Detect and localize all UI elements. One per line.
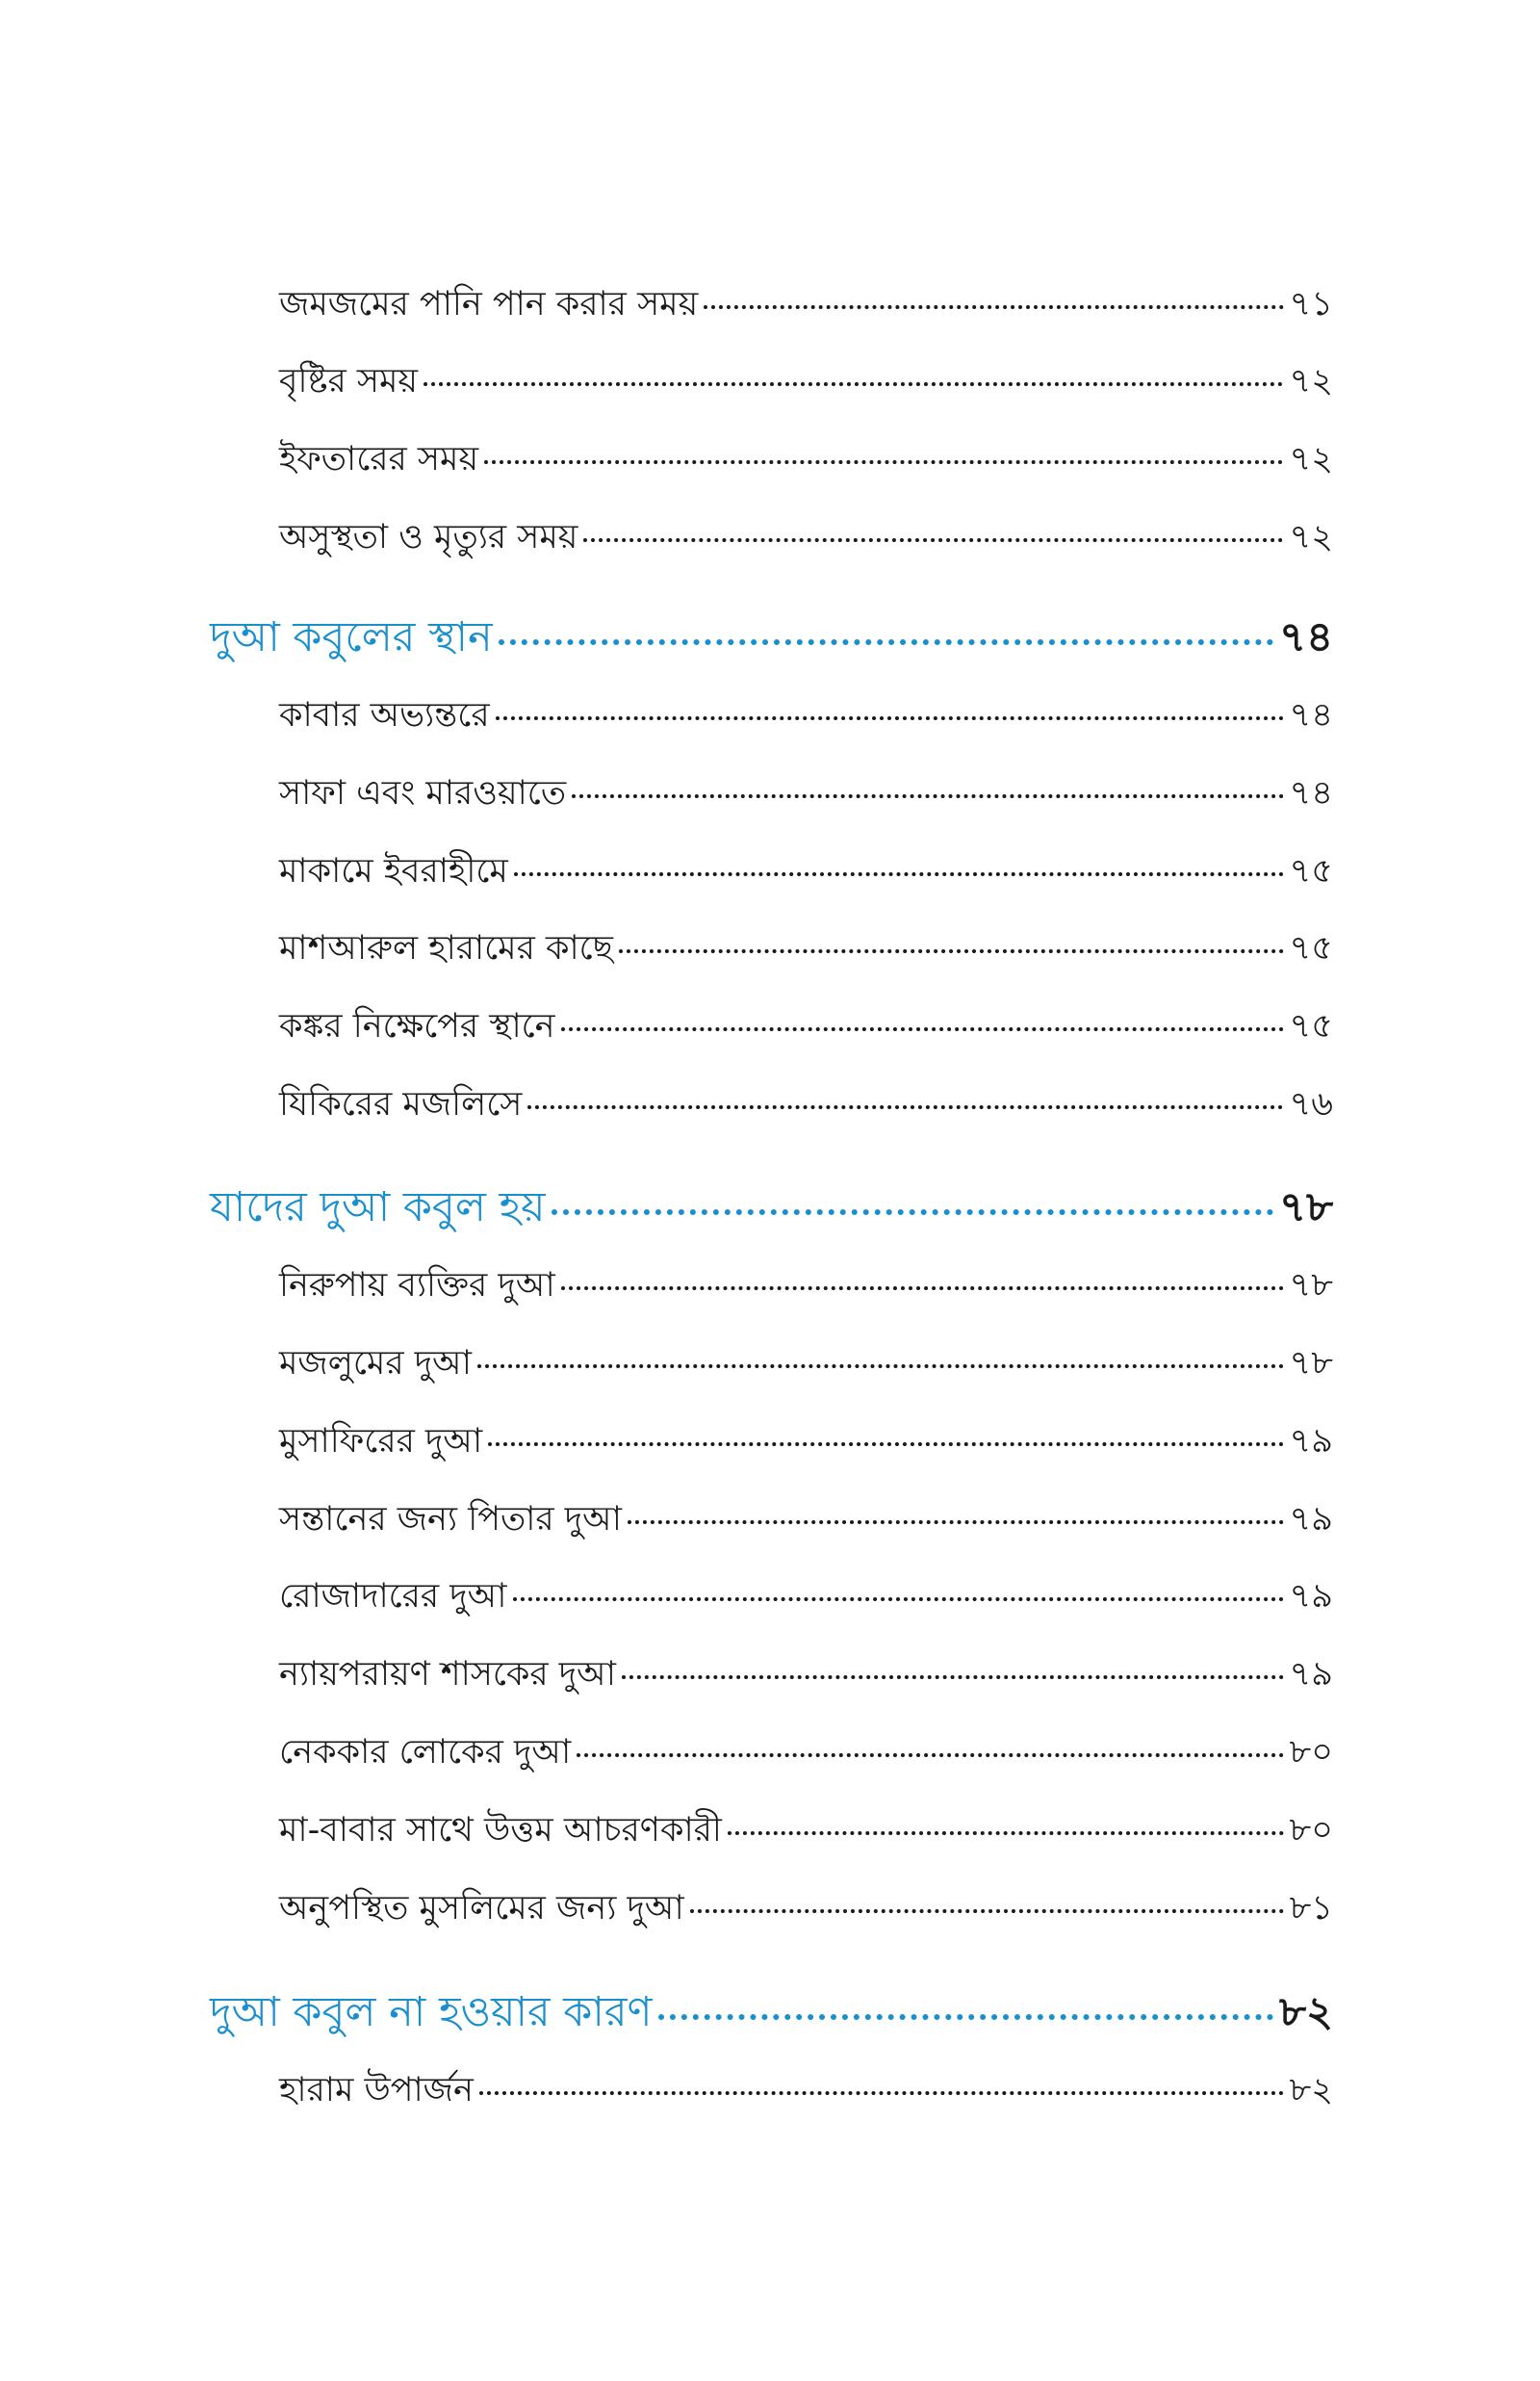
dot-leader xyxy=(583,538,1283,542)
toc-entry xyxy=(279,1647,1333,1695)
toc-entry-page: ৭৪ xyxy=(1289,696,1333,735)
dot-leader xyxy=(619,949,1284,953)
toc-entry-title: মাশআরুল হারামের কাছে xyxy=(279,929,613,968)
dot-leader xyxy=(704,305,1283,309)
toc-section-page: ৭৮ xyxy=(1279,1183,1333,1231)
toc-section-page: ৮২ xyxy=(1279,1988,1333,2036)
dot-leader xyxy=(728,1831,1284,1835)
toc-entry-page: ৮১ xyxy=(1289,1889,1333,1928)
toc-entry xyxy=(279,1336,1333,1385)
toc-entry-page: ৭৫ xyxy=(1289,852,1333,891)
toc-section-heading xyxy=(210,607,1333,664)
toc-entry-page: ৭৫ xyxy=(1289,1007,1333,1046)
toc-entry xyxy=(279,766,1333,815)
toc-entry-page: ৭৬ xyxy=(1289,1085,1333,1124)
dot-leader xyxy=(496,716,1284,720)
toc-entry-page: ৮০ xyxy=(1289,1733,1333,1772)
toc-entry-page: ৭২ xyxy=(1289,440,1333,479)
toc-entry-page: ৭৪ xyxy=(1289,774,1333,813)
dot-leader xyxy=(658,2014,1274,2020)
toc-entry xyxy=(279,844,1333,893)
dot-leader xyxy=(561,1027,1284,1031)
toc-entry-title: মা-বাবার সাথে উত্তম আচরণকারী xyxy=(279,1811,722,1850)
dot-leader xyxy=(499,639,1273,645)
dot-leader xyxy=(577,1753,1283,1757)
dot-leader xyxy=(488,1442,1283,1446)
toc-entry-title: অসুস্থতা ও মৃত্যুর সময় xyxy=(279,518,578,556)
toc-entry xyxy=(279,1569,1333,1618)
toc-entry-title: কঙ্কর নিক্ষেপের স্থানে xyxy=(279,1007,555,1046)
toc-entry xyxy=(279,921,1333,970)
toc-section-title: দুআ কবুলের স্থান xyxy=(210,613,493,661)
toc-entry xyxy=(279,1803,1333,1851)
dot-leader xyxy=(479,2091,1284,2095)
toc-entry-page: ৭৯ xyxy=(1289,1577,1333,1616)
toc-entry xyxy=(279,1881,1333,1929)
toc-entry xyxy=(279,1492,1333,1540)
toc-entry-title: সন্তানের জন্য পিতার দুআ xyxy=(279,1500,622,1539)
dot-leader xyxy=(622,1675,1284,1679)
toc-entry-page: ৭৯ xyxy=(1289,1655,1333,1694)
toc-entry xyxy=(279,1725,1333,1773)
toc-entry xyxy=(279,688,1333,737)
toc-section-page: ৭৪ xyxy=(1279,613,1333,661)
toc-entry xyxy=(279,1077,1333,1126)
toc-entry-title: জমজমের পানি পান করার সময় xyxy=(279,285,699,324)
dot-leader xyxy=(690,1909,1284,1913)
dot-leader xyxy=(513,1597,1284,1601)
dot-leader xyxy=(477,1364,1284,1368)
dot-leader xyxy=(561,1286,1284,1290)
toc-entry xyxy=(279,999,1333,1048)
dot-leader xyxy=(514,872,1284,876)
dot-leader xyxy=(484,460,1283,464)
toc-section-heading xyxy=(210,1177,1333,1234)
dot-leader xyxy=(552,1209,1274,1215)
toc-entry xyxy=(279,277,1333,325)
toc-entry xyxy=(279,2063,1333,2111)
toc-section-title: যাদের দুআ কবুল হয় xyxy=(210,1183,546,1231)
dot-leader xyxy=(628,1520,1284,1524)
toc-entry-page: ৭৯ xyxy=(1289,1500,1333,1539)
toc-entry-title: মুসাফিরের দুআ xyxy=(279,1422,483,1461)
toc-entry-page: ৮০ xyxy=(1289,1811,1333,1850)
toc-entry-page: ৭২ xyxy=(1289,362,1333,401)
toc-entry xyxy=(279,1414,1333,1462)
toc-entry-title: রোজাদারের দুআ xyxy=(279,1577,507,1616)
dot-leader xyxy=(572,794,1283,798)
dot-leader xyxy=(527,1105,1283,1109)
toc-entry-title: হারাম উপার্জন xyxy=(279,2071,474,2109)
toc-section-heading xyxy=(210,1981,1333,2039)
toc-entry xyxy=(279,510,1333,558)
toc-entry-page: ৭১ xyxy=(1289,285,1333,324)
toc-entry-title: যিকিরের মজলিসে xyxy=(279,1085,523,1124)
toc-section-title: দুআ কবুল না হওয়ার কারণ xyxy=(210,1988,653,2036)
toc-entry-title: কাবার অভ্যন্তরে xyxy=(279,696,490,735)
toc-entry-title: বৃষ্টির সময় xyxy=(279,362,419,401)
toc-entry-page: ৭৮ xyxy=(1289,1266,1333,1305)
toc-entry-title: মজলুমের দুআ xyxy=(279,1344,472,1383)
toc-entry-title: নিরুপায় ব্যক্তির দুআ xyxy=(279,1266,555,1305)
toc-entry-title: মাকামে ইবরাহীমে xyxy=(279,852,508,891)
toc-entry-page: ৮২ xyxy=(1289,2071,1333,2109)
toc-entry-title: নেককার লোকের দুআ xyxy=(279,1733,572,1772)
toc-entry xyxy=(279,354,1333,402)
toc-entry-title: ইফতারের সময় xyxy=(279,440,479,479)
toc-entry xyxy=(279,1258,1333,1307)
toc-entry xyxy=(279,432,1333,480)
dot-leader xyxy=(424,382,1283,386)
toc-entry-title: অনুপস্থিত মুসলিমের জন্য দুআ xyxy=(279,1889,684,1928)
toc-entry-title: সাফা এবং মারওয়াতে xyxy=(279,774,567,813)
toc-entry-page: ৭৯ xyxy=(1289,1422,1333,1461)
toc-entry-page: ৭৮ xyxy=(1289,1344,1333,1383)
toc-entry-title: ন্যায়পরায়ণ শাসকের দুআ xyxy=(279,1655,616,1694)
toc-entry-page: ৭৫ xyxy=(1289,929,1333,968)
toc-entry-page: ৭২ xyxy=(1289,518,1333,556)
